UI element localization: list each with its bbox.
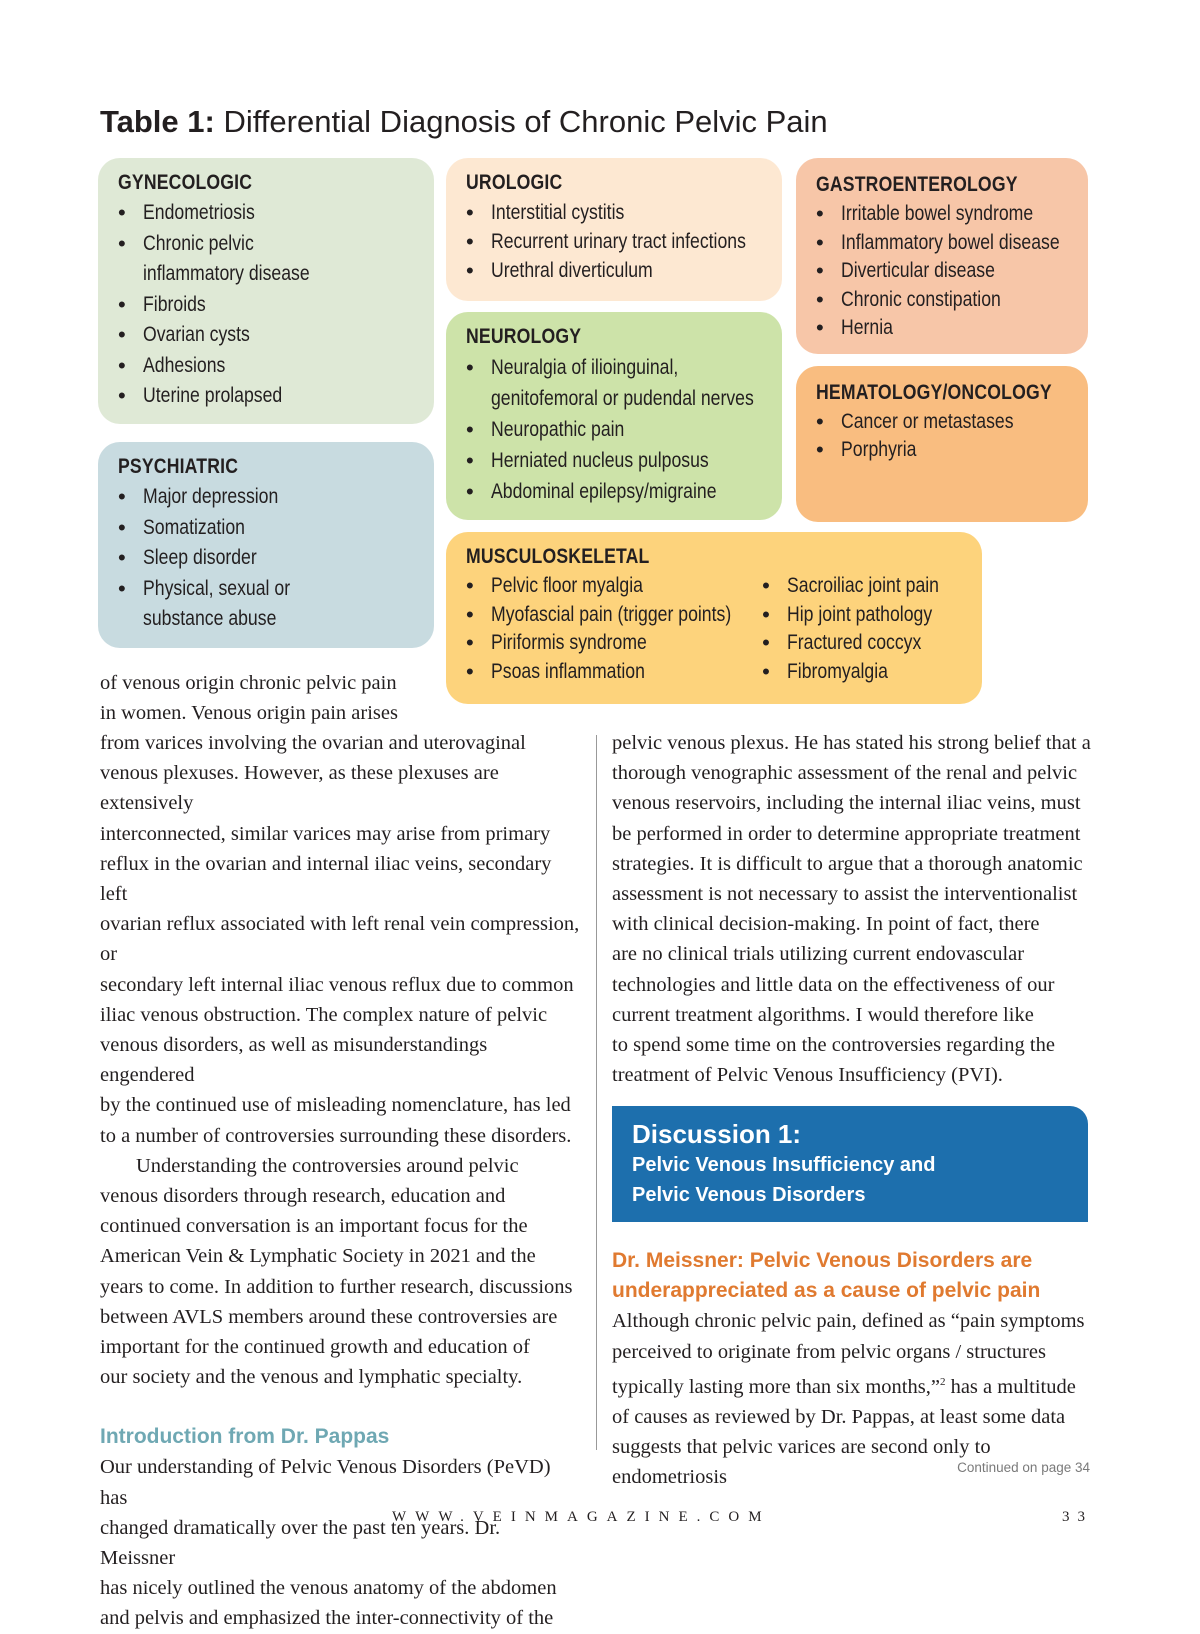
gynecologic-heading: GYNECOLOGIC <box>118 171 253 194</box>
left-column-intro <box>100 668 580 728</box>
list-item: • Somatization <box>118 513 418 544</box>
list-item: • Chronic constipation <box>816 286 1072 315</box>
list-item: • Abdominal epilepsy/migraine <box>466 476 766 507</box>
meissner-heading: Dr. Meissner: Pelvic Venous Disorders are underappreciated as a cause of pelvic pain <box>612 1249 1041 1303</box>
list-item: • Fibromyalgia <box>762 658 966 687</box>
list-item: • Psoas inflammation <box>466 658 762 687</box>
urologic-box <box>446 158 782 301</box>
list-item: • Pelvic floor myalgia <box>466 572 762 601</box>
list-item: • Fibroids <box>118 290 418 321</box>
list-item: • Sacroiliac joint pain <box>762 572 966 601</box>
left-column <box>100 728 580 1634</box>
neurology-box <box>446 312 782 520</box>
right-paragraph-2: Although chronic pelvic pain, defined as “pain symptoms perceived to originate from pelvic organs / structures typically lasting more than six months,”$^2$ has a multitude of causes as reviewed by Dr. Pappas, at least some data suggests that pelvic varices are second only to endometriosis <box>612 1310 1085 1489</box>
list-item: • Interstitial cystitis <box>466 198 766 227</box>
left-top-text: of venous origin chronic pelvic pain in women. Venous origin pain arises <box>100 672 398 725</box>
right-paragraph-1: pelvic venous plexus. He has stated his strong belief that a thorough venographic assessment of the renal and pelvic venous reservoirs, including the internal iliac veins, must be performed in order to determine appropriate treatment strategies. It is difficult to argue that a thorough anatomic assessment is not necessary to assist the interventionalist with clinical decision-making. In point of fact, there are no clinical trials utilizing current endovascular technologies and little data on the effectiveness of our current treatment algorithms. I would therefore like to spend some time on the controversies regarding the treatment of Pelvic Venous Insufficiency (PVI). <box>612 732 1091 1087</box>
list-item: • Cancer or metastases <box>816 408 1072 436</box>
list-item: • Hernia <box>816 314 1072 343</box>
list-item: • Piriformis syndrome <box>466 629 762 658</box>
page-number: 33 <box>1062 1509 1093 1525</box>
list-item: • Neuralgia of ilioinguinal, genitofemoral or pudendal nerves <box>466 352 766 414</box>
gastroenterology-list <box>816 200 1072 343</box>
left-paragraph-1: from varices involving the ovarian and uterovaginal venous plexuses. However, as these plexuses are extensively interconnected, similar varices may arise from primary reflux in the ovarian and internal iliac veins, secondary left ovarian reflux associated with left renal vein compression, or secondary left internal iliac venous reflux due to common iliac venous obstruction. The complex nature of pelvic venous disorders, as well as misunderstandings engendered by the continued use of misleading nomenclature, has led to a number of controversies surrounding these disorders. <box>100 732 580 1147</box>
left-paragraph-2: Understanding the controversies around pelvic venous disorders through research, education and continued conversation is an important focus for the American Vein & Lymphatic Society in 2021 and the years to come. In addition to further research, discussions between AVLS members around these controversies are important for the continued growth and education of our society and the venous and lymphatic specialty. <box>100 1154 573 1389</box>
list-item: • Chronic pelvic inflammatory disease <box>118 229 418 290</box>
continued-note: Continued on page 34 <box>957 1460 1090 1475</box>
musculoskeletal-heading: MUSCULOSKELETAL <box>466 545 650 568</box>
list-item: • Adhesions <box>118 351 418 382</box>
list-item: • Endometriosis <box>118 198 418 229</box>
list-item: • Ovarian cysts <box>118 320 418 351</box>
urologic-heading: UROLOGIC <box>466 171 563 194</box>
psychiatric-list <box>118 482 418 635</box>
gynecologic-list <box>118 198 418 412</box>
column-divider <box>596 735 597 1450</box>
footer-url: WWW.VEINMAGAZINE.COM <box>392 1509 771 1525</box>
psychiatric-box <box>98 442 434 648</box>
left-paragraph-3: Our understanding of Pelvic Venous Disorders (PeVD) has changed dramatically over the past ten years. Dr. Meissner has nicely outlined the venous anatomy of the abdomen and pelvis and emphasized the inter-connectivity of the <box>100 1456 557 1630</box>
neurology-heading: NEUROLOGY <box>466 325 582 348</box>
list-item: • Hip joint pathology <box>762 601 966 630</box>
list-item: • Porphyria <box>816 436 1072 464</box>
list-item: • Inflammatory bowel disease <box>816 229 1072 258</box>
list-item: • Fractured coccyx <box>762 629 966 658</box>
list-item: • Urethral diverticulum <box>466 256 766 285</box>
gastroenterology-box <box>796 158 1088 354</box>
list-item: • Uterine prolapsed <box>118 381 418 412</box>
table-title: Table 1: Differential Diagnosis of Chronic Pelvic Pain <box>100 104 828 139</box>
psychiatric-heading: PSYCHIATRIC <box>118 455 239 478</box>
musculoskeletal-list-col2 <box>762 572 966 686</box>
gynecologic-box <box>98 158 434 424</box>
list-item: • Herniated nucleus pulposus <box>466 445 766 476</box>
hematology-oncology-box <box>796 366 1088 522</box>
gastroenterology-heading: GASTROENTEROLOGY <box>816 173 1018 196</box>
list-item: • Major depression <box>118 482 418 513</box>
urologic-list <box>466 198 766 285</box>
list-item: • Diverticular disease <box>816 257 1072 286</box>
list-item: • Irritable bowel syndrome <box>816 200 1072 229</box>
intro-heading: Introduction from Dr. Pappas <box>100 1425 390 1449</box>
discussion-subtitle: Pelvic Venous Insufficiency and Pelvic Venous Disorders <box>632 1154 936 1206</box>
discussion-box <box>612 1106 1088 1222</box>
hematology-oncology-list <box>816 408 1072 464</box>
list-item: • Neuropathic pain <box>466 414 766 445</box>
list-item: • Sleep disorder <box>118 543 418 574</box>
list-item: • Myofascial pain (trigger points) <box>466 601 762 630</box>
list-item: • Physical, sexual or substance abuse <box>118 574 418 635</box>
hematology-oncology-heading: HEMATOLOGY/ONCOLOGY <box>816 381 1052 404</box>
list-item: • Recurrent urinary tract infections <box>466 227 766 256</box>
discussion-title: Discussion 1: <box>632 1119 802 1149</box>
neurology-list <box>466 352 766 507</box>
